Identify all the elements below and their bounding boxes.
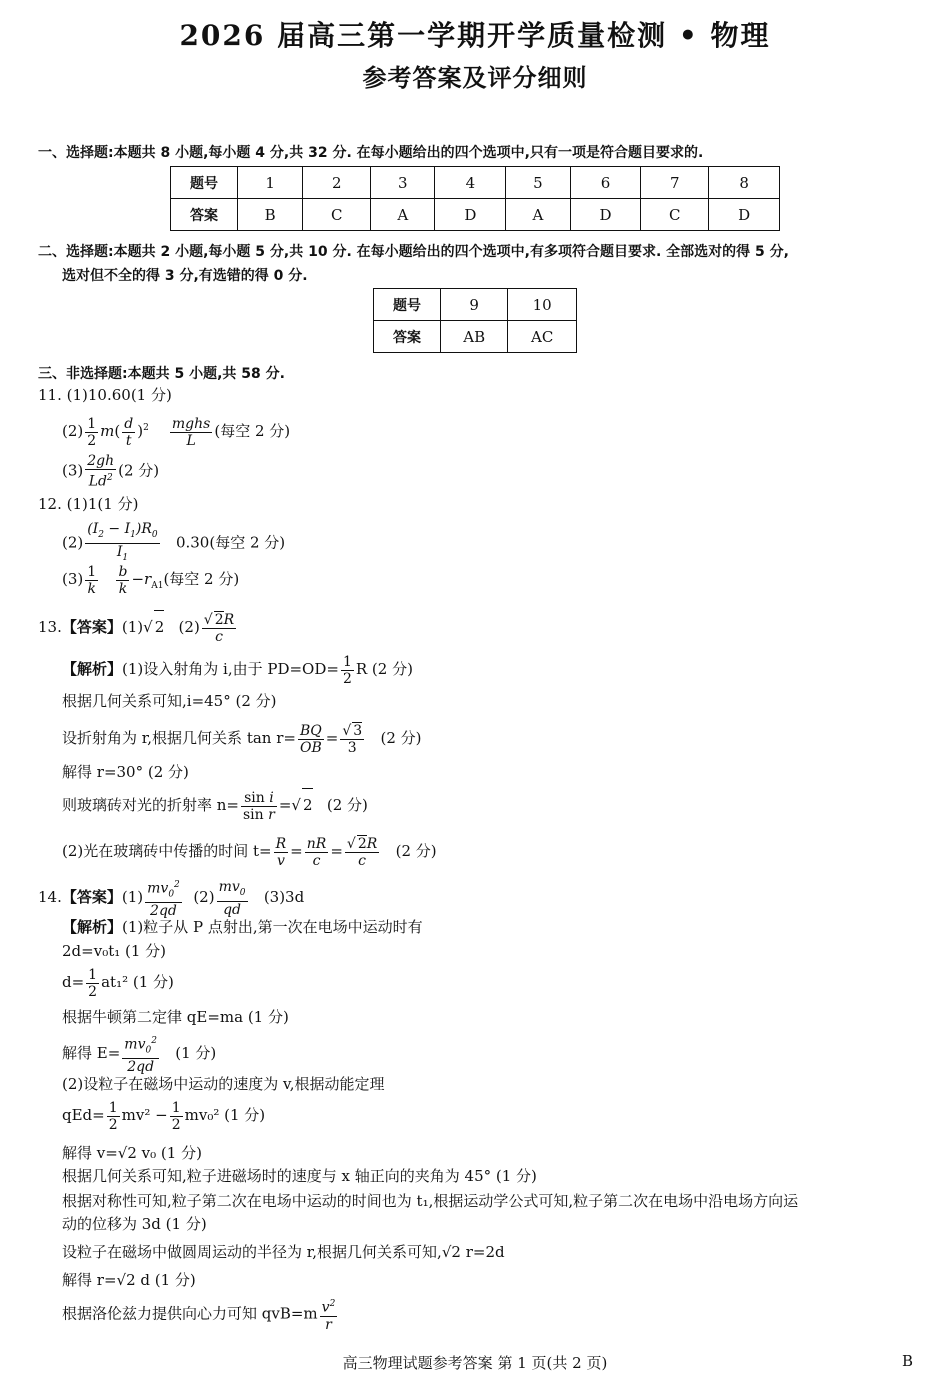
page-title: 2026 届高三第一学期开学质量检测 • 物理: [179, 19, 771, 52]
table-cell: C: [303, 199, 371, 231]
table-cell: 10: [508, 289, 577, 321]
table-cell: B: [238, 199, 303, 231]
table-row: [374, 289, 577, 321]
table-cell: 6: [570, 167, 641, 199]
page-subtitle: 参考答案及评分细则: [362, 63, 588, 92]
q13-analysis-l1: 【解析】(1)设入射角为 i,由于 PD=OD= $\frac{1}{2}$ R (2 分): [62, 653, 413, 687]
table-cell: 1: [238, 167, 303, 199]
q14-analysis-l12: 设粒子在磁场中做圆周运动的半径为 r,根据几何关系可知,√2 r=2d: [62, 1243, 505, 1261]
q13-analysis-l4: 解得 r=30° (2 分): [62, 763, 189, 781]
q14-answer: 14.【答案】(1) $\frac{mv_0^2}{2qd}$ (2) $\frac{mv_0}{qd}$ (3)3d: [38, 878, 305, 920]
table-header-cell: 答案: [171, 199, 238, 231]
q14-analysis-l3: d= $\frac{1}{2}$ at₁² (1 分): [62, 966, 174, 1000]
table-header-cell: 题号: [171, 167, 238, 199]
q14-analysis-l13: 解得 r=√2 d (1 分): [62, 1271, 196, 1289]
table-cell: D: [435, 199, 506, 231]
q13-answer: 13.【答案】(1)√ 2 (2) $\frac{√ 2R}{c}$: [38, 612, 235, 645]
q14-analysis-l10: 根据对称性可知,粒子第二次在电场中运动的时间也为 t₁,根据运动学公式可知,粒子第二次在电场中沿电场方向运: [62, 1192, 799, 1210]
table-cell: A: [506, 199, 570, 231]
table-cell: A: [371, 199, 435, 231]
table-cell: AB: [441, 321, 508, 353]
table-cell: 3: [371, 167, 435, 199]
table-cell: 7: [641, 167, 709, 199]
q13-analysis-l2: 根据几何关系可知,i=45° (2 分): [62, 692, 277, 710]
table-cell: 9: [441, 289, 508, 321]
q13-analysis-l6: (2)光在玻璃砖中传播的时间 t= $\frac{R}{v}$ = $\frac{nR}{c}$ = $\frac{√ 2R}{c}$ (2 分): [62, 835, 437, 869]
q11-part3: (3) $\frac{2gh}{Ld^2}$ (2 分): [62, 453, 160, 490]
table-cell: 2: [303, 167, 371, 199]
table-row: [171, 199, 780, 231]
section1-answer-table: [170, 166, 780, 231]
table-cell: D: [570, 199, 641, 231]
table-cell: 8: [709, 167, 780, 199]
table-cell: 4: [435, 167, 506, 199]
section2-answer-table: [373, 288, 577, 353]
q12-part3: (3) $\frac{1}{k}$ $\frac{b}{k}$ $-r_{A1}$(每空 2 分): [62, 563, 240, 597]
table-header-cell: 题号: [374, 289, 441, 321]
table-cell: AC: [508, 321, 577, 353]
page-footer: 高三物理试题参考答案 第 1 页(共 2 页): [342, 1354, 608, 1372]
q13-analysis-l5: 则玻璃砖对光的折射率 n= $\frac{\text{sin i}}{\text{sin r}}$ =√ 2 (2 分): [62, 789, 368, 823]
q11-part2: (2) $\frac{1}{2}$ m( $\frac{d}{t}$ )$^2$ $\frac{\text{mghs}}{L}$ (每空 2 分): [62, 415, 291, 449]
section1-heading: 一、选择题:本题共 8 小题,每小题 4 分,共 32 分. 在每小题给出的四个选项中,只有一项是符合题目要求的.: [38, 145, 704, 161]
table-row: [374, 321, 577, 353]
version-mark: B: [902, 1352, 914, 1370]
q11-part1: 11. (1)10.60(1 分): [38, 386, 172, 404]
q14-analysis-l14: 根据洛伦兹力提供向心力可知 qvB=m $\frac{v^2}{r}$: [62, 1296, 339, 1333]
table-cell: 5: [506, 167, 570, 199]
q12-part2: (2) $\frac{(I_2 - I_1)R_0}{I_1}$ 0.30(每空 2 分): [62, 521, 286, 563]
table-cell: C: [641, 199, 709, 231]
q14-analysis-l5: 解得 E= $\frac{mv_0^2}{2qd}$ (1 分): [62, 1033, 216, 1075]
section2-heading-line2: 选对但不全的得 3 分,有选错的得 0 分.: [62, 268, 308, 284]
q14-analysis-l1: 【解析】(1)粒子从 P 点射出,第一次在电场中运动时有: [62, 918, 423, 936]
table-cell: D: [709, 199, 780, 231]
q14-analysis-l7: qEd= $\frac{1}{2}$ mv² − $\frac{1}{2}$ mv₀² (1 分): [62, 1099, 266, 1133]
q12-part1: 12. (1)1(1 分): [38, 495, 139, 513]
q13-analysis-l3: 设折射角为 r,根据几何关系 tan r= $\frac{BQ}{OB}$ = $\frac{√ 3}{3}$ (2 分): [62, 722, 422, 756]
q14-analysis-l6: (2)设粒子在磁场中运动的速度为 v,根据动能定理: [62, 1075, 385, 1093]
q14-analysis-l4: 根据牛顿第二定律 qE=ma (1 分): [62, 1008, 289, 1026]
q14-analysis-l8: 解得 v=√2 v₀ (1 分): [62, 1144, 202, 1162]
table-header-cell: 答案: [374, 321, 441, 353]
q14-analysis-l2: 2d=v₀t₁ (1 分): [62, 942, 167, 960]
q14-analysis-l9: 根据几何关系可知,粒子进磁场时的速度与 x 轴正向的夹角为 45° (1 分): [62, 1167, 537, 1185]
table-row: [171, 167, 780, 199]
section3-heading: 三、非选择题:本题共 5 小题,共 58 分.: [38, 366, 285, 382]
section2-heading-line1: 二、选择题:本题共 2 小题,每小题 5 分,共 10 分. 在每小题给出的四个选项中,有多项符合题目要求. 全部选对的得 5 分,: [38, 244, 789, 260]
q14-analysis-l11: 动的位移为 3d (1 分): [62, 1215, 207, 1233]
